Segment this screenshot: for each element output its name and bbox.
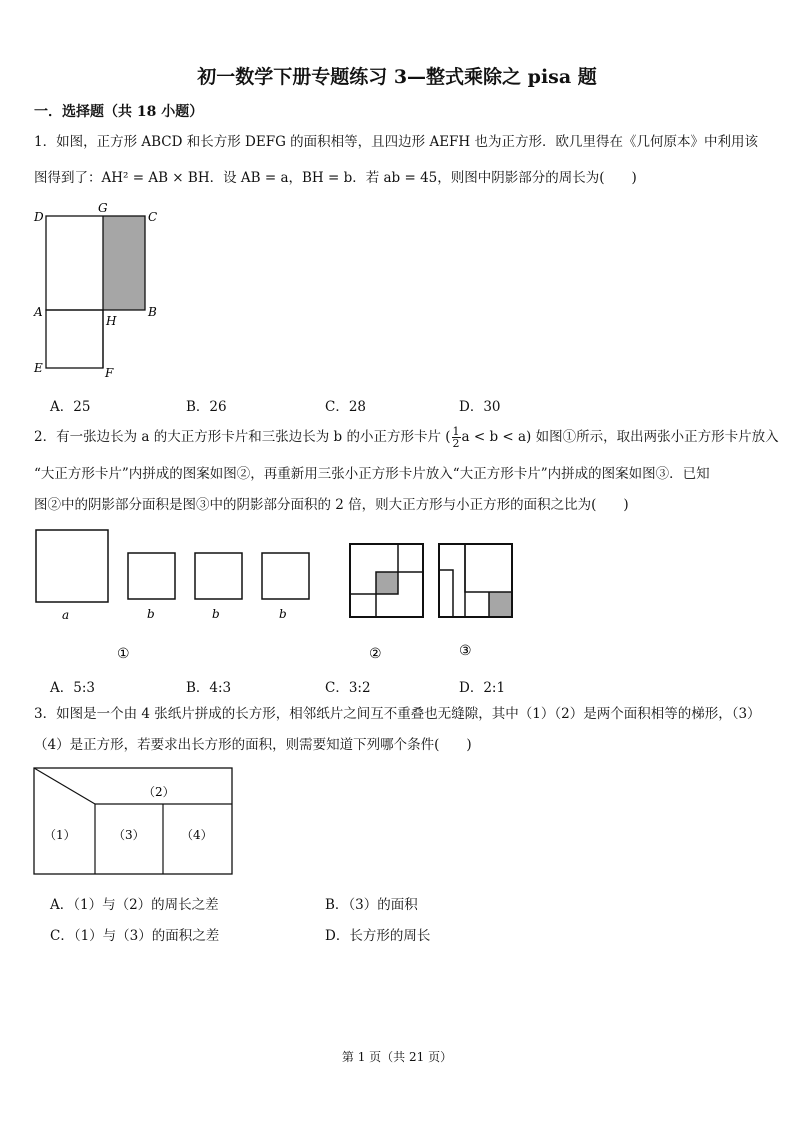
q1-label-e: E [34, 361, 43, 375]
q2-card-small-1 [128, 553, 175, 599]
q2-fig3-inner-line [439, 570, 453, 617]
q1-option-a[interactable]: A．25 [50, 399, 91, 415]
q1-text-line2: 图得到了：AH² = AB × BH．设 AB = a，BH = b．若 ab = 45，则图中阴影部分的周长为( ) [34, 170, 637, 186]
q1-label-g: G [98, 201, 108, 215]
q3-option-d[interactable]: D．长方形的周长 [325, 928, 431, 944]
q2-label-a: a [62, 608, 70, 622]
q2-figures [28, 522, 528, 667]
q1-square-aefh [46, 310, 103, 368]
q3-option-b[interactable]: B．（3）的面积 [325, 897, 418, 913]
q3-label-1: （1） [44, 828, 76, 842]
q3-outer-rectangle [34, 768, 232, 874]
q1-label-b: B [148, 305, 157, 319]
q2-option-b[interactable]: B．4:3 [186, 680, 232, 696]
q1-figure [28, 200, 168, 385]
q2-fig3-small-square-top [465, 544, 512, 592]
q2-figure-number-3: ③ [459, 643, 472, 659]
q1-text-line1: 1．如图，正方形 ABCD 和长方形 DEFG 的面积相等，且四边形 AEFH 也为正方形．欧几里得在《几何原本》中利用该 [34, 134, 758, 150]
q2-fig3-strip [439, 544, 465, 617]
q2-text-line1 [34, 426, 779, 449]
q2-text-line3: 图②中的阴影部分面积是图③中的阴影部分面积的 2 倍，则大正方形与小正方形的面积之比为( ) [34, 497, 629, 513]
q2-figure-number-1: ① [117, 646, 130, 662]
q1-option-d[interactable]: D．30 [459, 399, 501, 415]
q2-card-large [36, 530, 108, 602]
q3-label-2: （2） [143, 785, 175, 799]
q1-option-c[interactable]: C．28 [325, 399, 367, 415]
q2-option-a[interactable]: A．5:3 [50, 680, 95, 696]
q2-text-line1-post: a < b < a) 如图①所示，取出两张小正方形卡片放入 [461, 429, 779, 445]
q1-label-f: F [105, 366, 114, 380]
q3-diagonal-line [34, 768, 95, 804]
section-heading: 一．选择题（共 18 小题） [34, 104, 204, 120]
q2-fraction-numerator: 1 [452, 425, 460, 438]
q2-fig2-shaded [376, 572, 398, 594]
q2-fraction [452, 426, 461, 449]
q2-card-small-3 [262, 553, 309, 599]
q1-label-c: C [148, 210, 158, 224]
q2-text-line1-pre: 2．有一张边长为 a 的大正方形卡片和三张边长为 b 的小正方形卡片 ( [34, 429, 451, 445]
q1-label-a: A [34, 305, 43, 319]
q2-fig3-shaded [489, 592, 512, 617]
q3-label-3: （3） [113, 828, 145, 842]
q2-label-b3: b [279, 607, 287, 621]
q1-label-h: H [106, 314, 117, 328]
q2-text-line2: “大正方形卡片”内拼成的图案如图②，再重新用三张小正方形卡片放入“大正方形卡片”内拼成的图案如图③．已知 [34, 466, 710, 482]
q3-label-4: （4） [181, 828, 213, 842]
page-title: 初一数学下册专题练习 3—整式乘除之 pisa 题 [197, 66, 597, 88]
q1-option-b[interactable]: B．26 [186, 399, 227, 415]
q3-figure [28, 762, 243, 882]
q2-option-d[interactable]: D．2:1 [459, 680, 506, 696]
q2-figure-number-2: ② [369, 646, 382, 662]
q1-label-d: D [34, 210, 44, 224]
q2-fraction-denominator: 2 [452, 437, 460, 450]
q1-shaded-rectangle [103, 216, 145, 310]
q3-text-line1: 3．如图是一个由 4 张纸片拼成的长方形，相邻纸片之间互不重叠也无缝隙，其中（1）（2）是两个面积相等的梯形，（3） [34, 706, 761, 722]
page-footer: 第 1 页（共 21 页） [341, 1050, 453, 1064]
q3-text-line2: （4）是正方形，若要求出长方形的面积，则需要知道下列哪个条件( ) [34, 737, 472, 753]
q2-card-small-2 [195, 553, 242, 599]
q2-label-b2: b [212, 607, 220, 621]
q2-option-c[interactable]: C．3:2 [325, 680, 371, 696]
q2-label-b1: b [147, 607, 155, 621]
q3-option-a[interactable]: A．（1）与（2）的周长之差 [50, 897, 219, 913]
q3-option-c[interactable]: C．（1）与（3）的面积之差 [50, 928, 220, 944]
